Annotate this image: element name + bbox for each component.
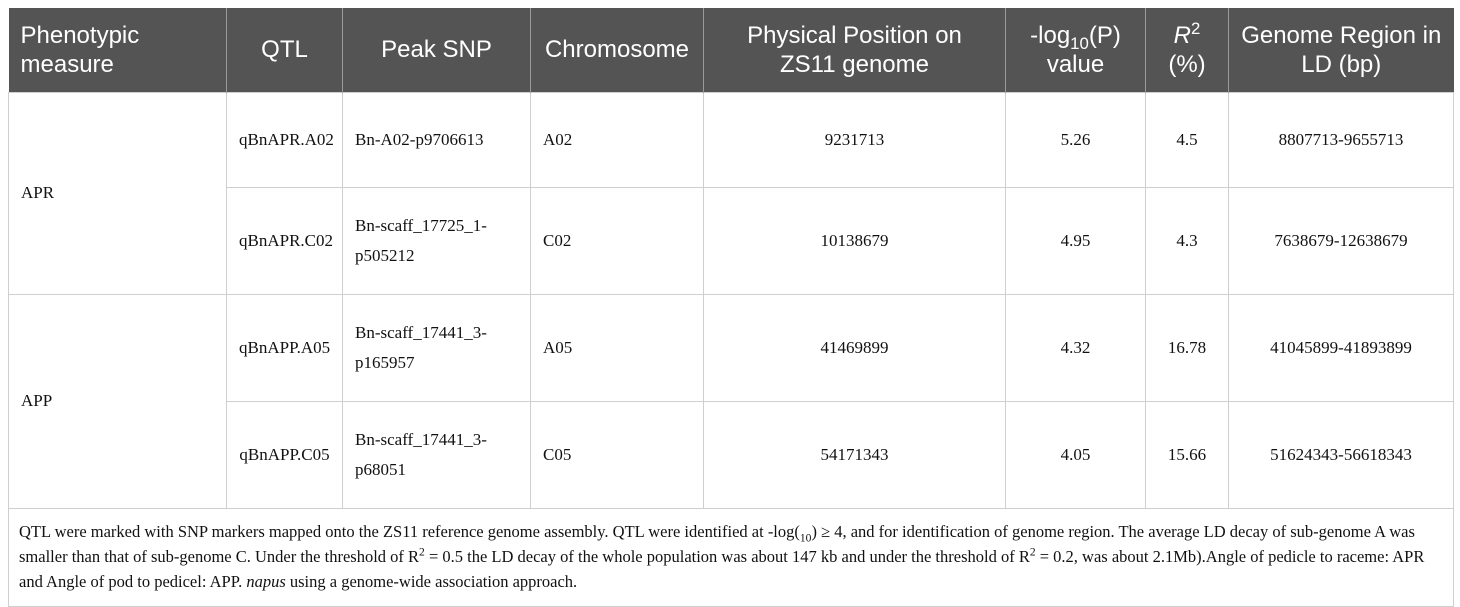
cell-region: 51624343-56618343 xyxy=(1229,401,1454,508)
cell-r2: 4.5 xyxy=(1146,92,1229,187)
cell-snp: Bn-A02-p9706613 xyxy=(343,92,531,187)
header-r2-unit: (%) xyxy=(1168,50,1206,78)
footnote-italic-napus: napus xyxy=(246,571,286,591)
header-neg-log-suffix: (P) value xyxy=(1046,21,1121,78)
cell-qtl: qBnAPP.C05 xyxy=(227,401,343,508)
footnote-part-4: = 0.2, was about 2.1Mb).Angle of pedicle to raceme: APR and Angle of pod to pedicel: APP. xyxy=(19,546,1425,591)
header-genome-region: Genome Region in LD (bp) xyxy=(1241,21,1442,78)
footnote-part-3: = 0.5 the LD decay of the whole population was about 147 kb and under the threshold of R xyxy=(424,546,1030,566)
header-phenotypic-measure: Phenotypic measure xyxy=(9,8,227,92)
cell-neglog: 5.26 xyxy=(1006,92,1146,187)
cell-r2: 4.3 xyxy=(1146,187,1229,294)
footnote-part-1: QTL were marked with SNP markers mapped onto the ZS11 reference genome assembly. QTL were identified at -log( xyxy=(19,521,800,541)
table-row xyxy=(9,92,1454,187)
cell-neglog: 4.32 xyxy=(1006,294,1146,401)
table-header xyxy=(9,8,1454,92)
header-qtl: QTL xyxy=(227,8,343,92)
qtl-table xyxy=(8,8,1454,607)
header-neg-log-p xyxy=(1006,8,1146,92)
table-row xyxy=(9,294,1454,401)
header-neg-log-sub: 10 xyxy=(1070,33,1089,53)
qtl-table-container xyxy=(8,8,1453,607)
cell-snp: Bn-scaff_17441_3-p68051 xyxy=(343,401,531,508)
header-neg-log-prefix: -log xyxy=(1030,21,1071,49)
cell-chromosome: A02 xyxy=(531,92,704,187)
footnote-part-2: ) ≥ 4, and for identification of genome region. The average LD decay of sub-genome A was smaller than that of sub-genome C. Under the threshold of R xyxy=(19,521,1415,566)
cell-position: 54171343 xyxy=(704,401,1006,508)
cell-r2: 16.78 xyxy=(1146,294,1229,401)
cell-position: 9231713 xyxy=(704,92,1006,187)
cell-neglog: 4.05 xyxy=(1006,401,1146,508)
footnote-row xyxy=(9,508,1454,606)
cell-qtl: qBnAPR.A02 xyxy=(227,92,343,187)
footnote-sub-10: 10 xyxy=(799,531,812,544)
cell-qtl: qBnAPR.C02 xyxy=(227,187,343,294)
cell-chromosome: A05 xyxy=(531,294,704,401)
table-body xyxy=(9,92,1454,606)
footnote-part-5: using a genome-wide association approach. xyxy=(285,571,578,591)
cell-region: 41045899-41893899 xyxy=(1229,294,1454,401)
header-r2-sup: 2 xyxy=(1191,18,1201,38)
cell-neglog: 4.95 xyxy=(1006,187,1146,294)
header-r2-base: R xyxy=(1173,21,1191,49)
cell-region: 8807713-9655713 xyxy=(1229,92,1454,187)
header-peak-snp: Peak SNP xyxy=(343,8,531,92)
header-chromosome: Chromosome xyxy=(531,8,704,92)
cell-chromosome: C05 xyxy=(531,401,704,508)
header-physical-position: Physical Position on ZS11 genome xyxy=(704,8,1006,92)
table-footnote xyxy=(9,508,1454,606)
footnote-sup-2a: 2 xyxy=(419,546,425,558)
header-r2 xyxy=(1146,8,1229,92)
cell-chromosome: C02 xyxy=(531,187,704,294)
cell-r2: 15.66 xyxy=(1146,401,1229,508)
cell-snp: Bn-scaff_17725_1-p505212 xyxy=(343,187,531,294)
cell-position: 41469899 xyxy=(704,294,1006,401)
footnote-sup-2b: 2 xyxy=(1029,546,1036,558)
cell-snp: Bn-scaff_17441_3-p165957 xyxy=(343,294,531,401)
cell-measure: APP xyxy=(9,294,227,508)
cell-qtl: qBnAPP.A05 xyxy=(227,294,343,401)
cell-position: 10138679 xyxy=(704,187,1006,294)
cell-measure: APR xyxy=(9,92,227,294)
cell-region: 7638679-12638679 xyxy=(1229,187,1454,294)
